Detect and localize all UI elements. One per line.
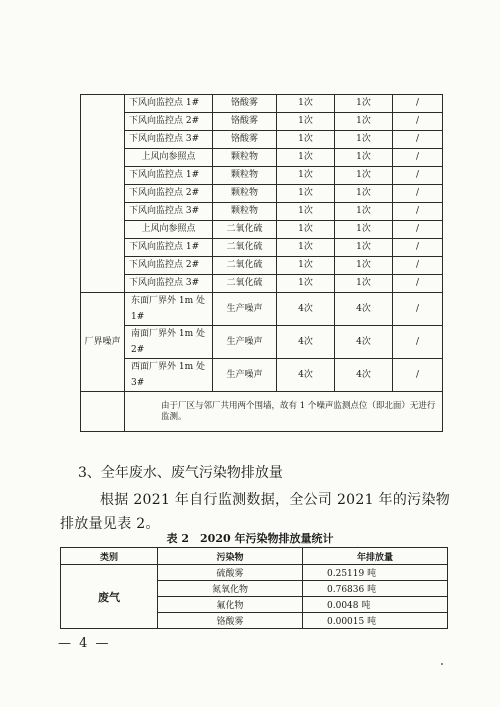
location-cell: 下风向监控点 3# <box>125 203 213 221</box>
table-note: 由于厂区与邻厂共用两个围墙，故有 1 个噪声监测点位（即北面）无进行监测。 <box>125 392 443 432</box>
table-row <box>81 95 443 113</box>
table2-caption: 表 2 2020 年污染物排放量统计 <box>166 532 334 545</box>
remark-cell: / <box>393 131 443 149</box>
pollutant-cell: 二氧化硫 <box>213 239 277 257</box>
pollutant-cell: 二氧化硫 <box>213 221 277 239</box>
monitoring-table <box>80 94 443 432</box>
remark-cell: / <box>393 275 443 293</box>
freq-plan-cell: 4次 <box>277 293 335 326</box>
table-note-row <box>81 392 443 432</box>
location-cell: 下风向监控点 2# <box>125 185 213 203</box>
section-paragraph: 根据 2021 年自行监测数据，全公司 2021 年的污染物排放量见表 2。 <box>60 492 451 532</box>
freq-plan-cell: 1次 <box>277 131 335 149</box>
remark-cell: / <box>393 257 443 275</box>
freq-plan-cell: 4次 <box>277 359 335 392</box>
pollutant-cell: 颗粒物 <box>213 149 277 167</box>
freq-done-cell: 1次 <box>335 167 393 185</box>
location-cell: 下风向监控点 2# <box>125 113 213 131</box>
freq-done-cell: 1次 <box>335 203 393 221</box>
header-category: 类别 <box>61 548 158 565</box>
table-row <box>81 203 443 221</box>
table-row <box>81 221 443 239</box>
header-pollutant: 污染物 <box>158 548 303 565</box>
pollutant-cell: 二氧化硫 <box>213 257 277 275</box>
pollutant-cell: 铬酸雾 <box>213 95 277 113</box>
remark-cell: / <box>393 185 443 203</box>
location-cell: 上风向参照点 <box>125 221 213 239</box>
pollutant-cell: 氟化物 <box>158 597 303 613</box>
pollutant-cell: 生产噪声 <box>213 326 277 359</box>
freq-done-cell: 1次 <box>335 149 393 167</box>
remark-cell: / <box>393 293 443 326</box>
pollutant-cell: 氮氧化物 <box>158 581 303 597</box>
page-number: — 4 — <box>58 636 111 651</box>
freq-done-cell: 1次 <box>335 221 393 239</box>
pollutant-cell: 颗粒物 <box>213 167 277 185</box>
freq-plan-cell: 4次 <box>277 326 335 359</box>
remark-cell: / <box>393 203 443 221</box>
pollutant-cell: 铬酸雾 <box>213 113 277 131</box>
freq-plan-cell: 1次 <box>277 113 335 131</box>
freq-done-cell: 4次 <box>335 326 393 359</box>
location-cell: 上风向参照点 <box>125 149 213 167</box>
table-row <box>81 239 443 257</box>
freq-done-cell: 1次 <box>335 95 393 113</box>
scan-speck <box>441 663 443 665</box>
section-heading: 3、全年废水、废气污染物排放量 <box>78 465 283 481</box>
remark-cell: / <box>393 167 443 185</box>
table-row <box>81 275 443 293</box>
table-header-row <box>61 548 448 565</box>
pollutant-cell: 二氧化硫 <box>213 275 277 293</box>
freq-done-cell: 1次 <box>335 185 393 203</box>
location-cell: 下风向监控点 2# <box>125 257 213 275</box>
remark-cell: / <box>393 113 443 131</box>
category-cell: 废气 <box>61 565 158 629</box>
pollutant-cell: 铬酸雾 <box>213 131 277 149</box>
pollutant-cell: 颗粒物 <box>213 185 277 203</box>
table-row <box>81 167 443 185</box>
freq-done-cell: 4次 <box>335 359 393 392</box>
note-empty-cell <box>81 392 125 432</box>
amount-cell: 0.0048 吨 <box>303 597 448 613</box>
amount-cell: 0.25119 吨 <box>303 565 448 581</box>
freq-plan-cell: 1次 <box>277 239 335 257</box>
table-row <box>81 326 443 359</box>
location-cell: 东面厂界外 1m 处 1# <box>125 293 213 326</box>
table-row <box>81 131 443 149</box>
freq-done-cell: 1次 <box>335 113 393 131</box>
freq-done-cell: 1次 <box>335 239 393 257</box>
location-cell: 下风向监控点 1# <box>125 167 213 185</box>
remark-cell: / <box>393 326 443 359</box>
freq-plan-cell: 1次 <box>277 185 335 203</box>
amount-cell: 0.76836 吨 <box>303 581 448 597</box>
table-row <box>81 185 443 203</box>
location-cell: 下风向监控点 1# <box>125 239 213 257</box>
location-cell: 西面厂界外 1m 处 3# <box>125 359 213 392</box>
header-amount: 年排放量 <box>303 548 448 565</box>
noise-category-cell: 厂界噪声 <box>81 293 125 392</box>
table-row <box>81 359 443 392</box>
location-cell: 南面厂界外 1m 处 2# <box>125 326 213 359</box>
freq-plan-cell: 1次 <box>277 95 335 113</box>
table-row <box>81 293 443 326</box>
remark-cell: / <box>393 221 443 239</box>
amount-cell: 0.00015 吨 <box>303 613 448 629</box>
remark-cell: / <box>393 95 443 113</box>
freq-plan-cell: 1次 <box>277 167 335 185</box>
gas-category-cell <box>81 95 125 293</box>
table-row <box>81 113 443 131</box>
freq-plan-cell: 1次 <box>277 257 335 275</box>
emission-table <box>60 547 448 629</box>
pollutant-cell: 硫酸雾 <box>158 565 303 581</box>
freq-done-cell: 4次 <box>335 293 393 326</box>
freq-plan-cell: 1次 <box>277 275 335 293</box>
pollutant-cell: 颗粒物 <box>213 203 277 221</box>
remark-cell: / <box>393 359 443 392</box>
location-cell: 下风向监控点 1# <box>125 95 213 113</box>
freq-plan-cell: 1次 <box>277 221 335 239</box>
remark-cell: / <box>393 149 443 167</box>
table-row <box>61 565 448 581</box>
location-cell: 下风向监控点 3# <box>125 275 213 293</box>
location-cell: 下风向监控点 3# <box>125 131 213 149</box>
remark-cell: / <box>393 239 443 257</box>
freq-done-cell: 1次 <box>335 257 393 275</box>
table-row <box>81 149 443 167</box>
freq-plan-cell: 1次 <box>277 203 335 221</box>
freq-done-cell: 1次 <box>335 131 393 149</box>
freq-done-cell: 1次 <box>335 275 393 293</box>
table-row <box>81 257 443 275</box>
freq-plan-cell: 1次 <box>277 149 335 167</box>
pollutant-cell: 生产噪声 <box>213 293 277 326</box>
pollutant-cell: 铬酸雾 <box>158 613 303 629</box>
pollutant-cell: 生产噪声 <box>213 359 277 392</box>
